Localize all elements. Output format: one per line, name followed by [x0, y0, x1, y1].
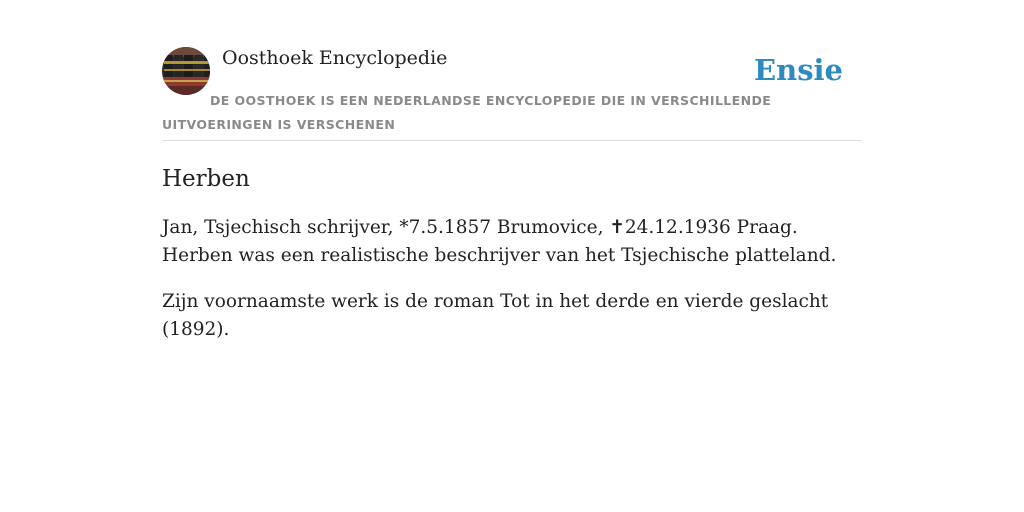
article-paragraph: Zijn voornaamste werk is de roman Tot in het derde en vierde geslacht (1892).: [162, 291, 829, 340]
source-header: [162, 46, 862, 141]
source-tagline: DE OOSTHOEK IS EEN NEDERLANDSE ENCYCLOPEDIE DIE IN VERSCHILLENDE UITVOERINGEN IS VERSCHENEN: [162, 93, 772, 132]
article-paragraph: Jan, Tsjechisch schrijver, *7.5.1857 Brumovice, ✝24.12.1936 Praag. Herben was een realistische beschrijver van het Tsjechische platteland.: [162, 217, 837, 266]
brand-logo[interactable]: Ensie: [754, 53, 843, 87]
article: [162, 160, 862, 344]
source-name[interactable]: Oosthoek Encyclopedie: [222, 47, 448, 69]
article-title: Herben: [162, 166, 250, 192]
encyclopedia-books-icon[interactable]: [162, 47, 210, 95]
